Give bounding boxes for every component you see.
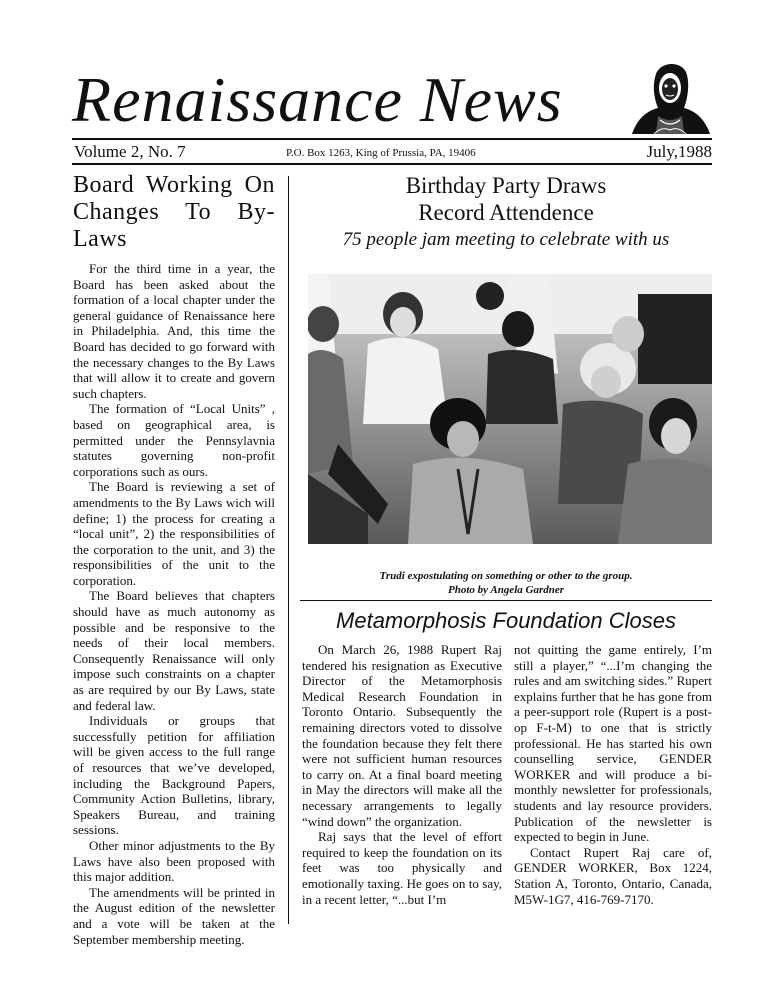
birthday-article-headline [300, 172, 712, 226]
article-paragraph: Contact Rupert Raj care of, GENDER WORKER, Box 1224, Station A, Toronto, Ontario, Canada, M5W-1G7, 416-769-7170. [514, 844, 712, 907]
caption-text: Trudi expostulating on something or other to the group. [379, 570, 633, 582]
photo-credit: Photo by Angela Gardner [447, 584, 564, 596]
birthday-article-subhead: 75 people jam meeting to celebrate with us [342, 229, 670, 250]
article-paragraph: The Board believes that chapters should have as much autonomy as possible and be responsive to the needs of their local members. Consequently Renaissance will only impose such constraints on a chapter as are required by our By Laws, state and federal law. [73, 588, 275, 713]
mona-lisa-logo [628, 58, 712, 134]
issue-date: July,1988 [646, 142, 712, 161]
masthead-rule-bottom [72, 163, 712, 165]
party-photo [308, 274, 712, 544]
article-paragraph: On March 26, 1988 Rupert Raj tendered his resignation as Executive Director of the Metamorphosis Medical Research Foundation in Toronto Ontario. Subsequently the remaining directors voted to dissolve the foundation because they felt there were not sufficient human resources to carry on. At a final board meeting in May the directors will make all the necessary arrangements to legally “wind down” the organization. [302, 642, 502, 829]
column-divider [288, 176, 289, 924]
caption-divider [300, 600, 712, 601]
article-paragraph: The Board is reviewing a set of amendments to the By Laws wich will define; 1) the process for creating a “local unit”, 2) the responsibilities of the corporation to the unit, and 3) the responsibilities of the unit to the corporation. [73, 479, 275, 588]
metamorphosis-article-column-1 [302, 642, 502, 907]
headline-line: Record Attendence [418, 200, 594, 225]
headline-line: Birthday Party Draws [405, 173, 607, 198]
article-paragraph: Raj says that the level of effort required to keep the foundation on its feet was too physically and emotionally taxing. He goes on to say, in a recent letter, “...but I’m [302, 829, 502, 907]
article-paragraph: For the third time in a year, the Board has been asked about the formation of a local chapter under the general guidance of Renaissance here in Philadelphia. And, this time the Board has decided to go forward with the necessary changes to the By Laws that will allow it to create and govern such chapters. [73, 261, 275, 401]
article-paragraph: The amendments will be printed in the August edition of the newsletter and a vote will be taken at the September membership meeting. [73, 884, 275, 947]
article-paragraph: Other minor adjustments to the By Laws have also been proposed with this major addition. [73, 837, 275, 885]
birthday-article [300, 172, 712, 252]
board-article-headline: Board Working On Changes To By-Laws [73, 172, 275, 252]
metamorphosis-article-headline: Metamorphosis Foundation Closes [336, 608, 676, 633]
mailing-address: P.O. Box 1263, King of Prussia, PA, 19406 [286, 147, 476, 159]
masthead-info-bar [74, 142, 712, 162]
masthead-rule-top [72, 138, 712, 140]
volume-number: Volume 2, No. 7 [74, 142, 186, 161]
article-paragraph: not quitting the game entirely, I’m still a player,” “...I’m changing the rules and am switching sides.” Rupert explains further that he has gone from a peer-support role (Rupert is a post-op F-t-M) to one that is strictly professional. He has started his own counselling service, GENDER WORKER and will produce a bi-monthly newsletter for professionals, students and lay resource providers. Publication of the newsletter is expected to begin in June. [514, 642, 712, 845]
photo-caption [300, 569, 712, 597]
article-paragraph: Individuals or groups that successfully petition for affiliation will be given access to the full range of resources that we’ve developed, including the Background Papers, Community Action Bulletins, library, Speakers Bureau, and training sessions. [73, 713, 275, 838]
article-paragraph: The formation of “Local Units” , based on geographical area, is permitted under the Pennsylavnia statutes governing non-profit corporations such as ours. [73, 401, 275, 479]
board-article [73, 172, 275, 947]
masthead-title: Renaissance News [72, 64, 563, 135]
metamorphosis-article-column-2 [514, 642, 712, 907]
